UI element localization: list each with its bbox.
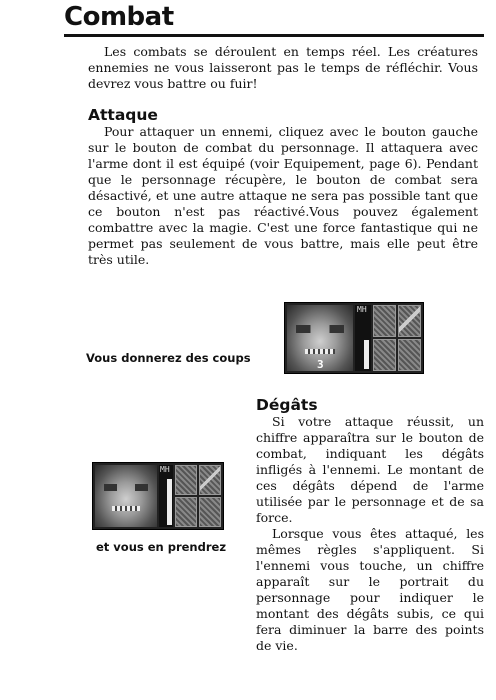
degats-heading: Dégâts	[256, 396, 318, 414]
title-rule	[64, 34, 484, 37]
stat-bars	[159, 465, 173, 527]
character-portrait[interactable]	[95, 465, 157, 527]
hand-slots	[175, 465, 221, 527]
hand-slot[interactable]	[373, 339, 396, 371]
combat-button[interactable]	[199, 465, 221, 495]
damage-number: 3	[317, 358, 324, 371]
degats-text	[256, 414, 484, 654]
hand-slot[interactable]	[175, 465, 197, 495]
attaque-heading: Attaque	[88, 106, 158, 124]
character-portrait[interactable]	[287, 305, 353, 371]
caption-taking-hits: et vous en prendrez	[96, 540, 227, 554]
hand-slot[interactable]	[199, 497, 221, 527]
character-panel-attacking	[284, 302, 424, 374]
degats-paragraph-2: Lorsque vous êtes attaqué, les mêmes règles s'appliquent. Si l'ennemi vous touche, un chiffre apparaît sur le portrait du personnage pour indiquer le montant des dégâts subis, ce qui fera diminuer la barre des points de vie.	[256, 526, 484, 653]
attaque-paragraph: Pour attaquer un ennemi, cliquez avec le bouton gauche sur le bouton de combat du personnage. Il attaquera avec l'arme dont il est équipé (voir Equipement, page 6). Pendant que le personnage récupère, le bouton de combat sera désactivé, et une autre attaque ne sera pas possible tant que ce bouton n'est pas réactivé.Vous pouvez également combattre avec la magie. C'est une force fantastique qui ne permet pas seulement de vous battre, mais elle peut être très utile.	[88, 124, 478, 267]
caption-giving-hits: Vous donnerez des coups	[86, 351, 251, 365]
degats-paragraph-1: Si votre attaque réussit, un chiffre apparaîtra sur le bouton de combat, indiquant les dégâts infligés à l'ennemi. Le montant de ces dégâts dépend de l'arme utilisée par le personnage et de sa force.	[256, 414, 484, 525]
intro-paragraph: Les combats se déroulent en temps réel. Les créatures ennemies ne vous laisseront pas le temps de réfléchir. Vous devrez vous battre ou fuir!	[88, 44, 478, 91]
hand-slot[interactable]	[398, 339, 421, 371]
page-title: Combat	[64, 2, 174, 32]
stat-bars	[355, 305, 371, 371]
health-bar	[167, 479, 172, 525]
bar-labels: MH	[357, 305, 367, 314]
bar-labels: MH	[160, 465, 170, 474]
combat-button[interactable]	[398, 305, 421, 337]
hand-slot[interactable]	[175, 497, 197, 527]
character-panel-defending	[92, 462, 224, 530]
hand-slots	[373, 305, 421, 371]
hand-slot[interactable]	[373, 305, 396, 337]
health-bar	[364, 340, 369, 369]
